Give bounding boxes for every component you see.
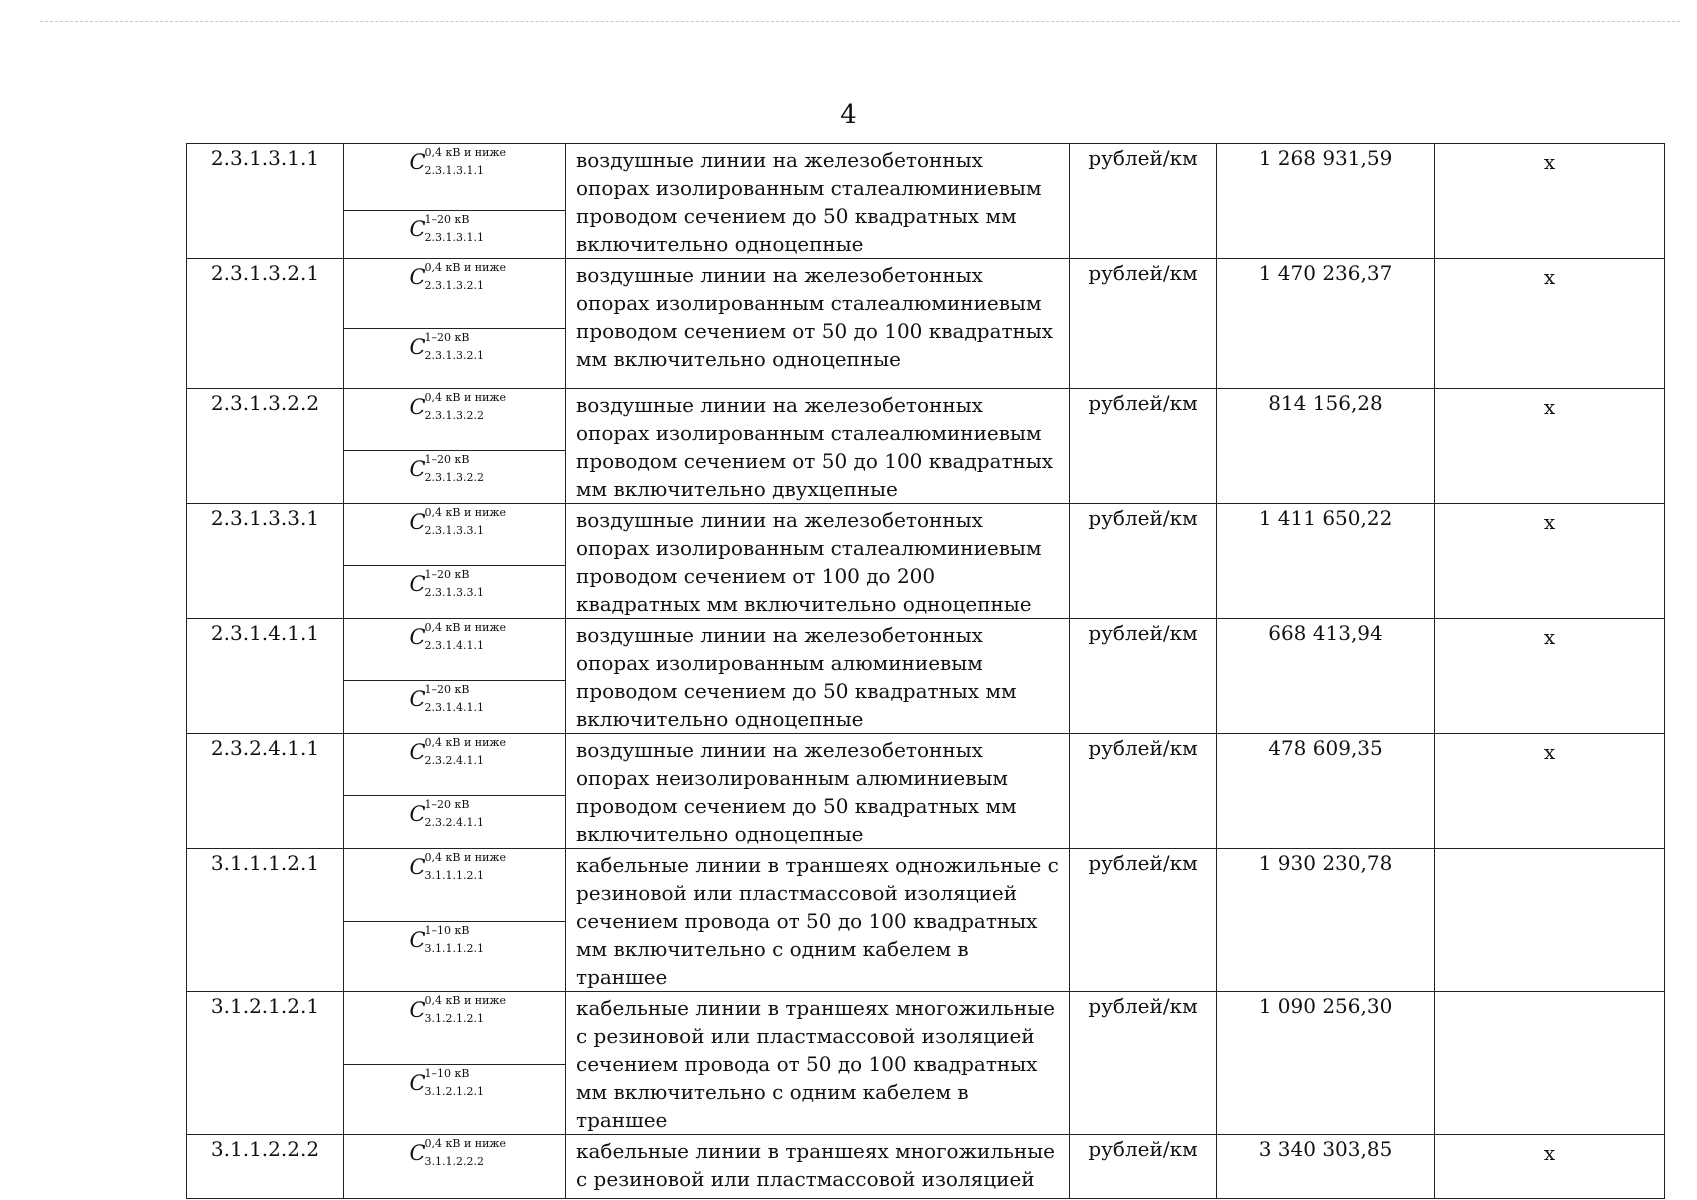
symbol-index: 2.3.1.3.1.1 <box>424 164 484 177</box>
page-number: 4 <box>840 100 857 130</box>
row-mark: x <box>1435 389 1665 504</box>
symbol-letter: C <box>409 571 426 596</box>
row-description: воздушные линии на железобетонных опорах изолированным сталеалюминиевым проводом сечением от 50 до 100 квадратных мм включительно одноцепные <box>566 259 1070 389</box>
symbol-index: 2.3.1.3.2.1 <box>424 279 484 292</box>
row-description: кабельные линии в траншеях многожильные с резиновой или пластмассовой изоляцией сечением провода от 50 до 100 квадратных мм включительно с одним кабелем в траншее <box>566 992 1070 1135</box>
row-unit: рублей/км <box>1070 849 1217 992</box>
row-symbol-mid-voltage <box>344 680 566 733</box>
tariff-symbol <box>409 734 507 767</box>
row-symbol-mid-voltage <box>344 450 566 503</box>
symbol-voltage: 0,4 кВ и ниже <box>424 851 507 864</box>
symbol-letter: C <box>409 216 426 241</box>
row-symbol-mid-voltage <box>344 795 566 848</box>
row-mark <box>1435 992 1665 1135</box>
row-rate: 1 268 931,59 <box>1217 144 1435 259</box>
symbol-index: 2.3.1.3.2.2 <box>424 409 484 422</box>
row-code: 2.3.1.4.1.1 <box>187 619 344 734</box>
row-symbol-mid-voltage <box>344 1064 566 1134</box>
tariff-symbol <box>409 211 500 244</box>
row-unit: рублей/км <box>1070 1135 1217 1199</box>
row-rate: 668 413,94 <box>1217 619 1435 734</box>
symbol-index: 3.1.2.1.2.1 <box>424 1012 484 1025</box>
row-symbol-low-voltage <box>344 992 566 1065</box>
symbol-voltage: 1–20 кВ <box>424 452 470 466</box>
symbol-letter: C <box>409 395 426 419</box>
row-rate: 1 411 650,22 <box>1217 504 1435 619</box>
symbol-index: 2.3.1.3.1.1 <box>424 230 484 244</box>
row-rate: 478 609,35 <box>1217 734 1435 849</box>
tariff-symbol <box>409 922 500 955</box>
tariff-symbol <box>409 566 500 599</box>
row-symbol-mid-voltage <box>344 565 566 618</box>
symbol-voltage: 0,4 кВ и ниже <box>424 146 507 159</box>
row-description: воздушные линии на железобетонных опорах изолированным сталеалюминиевым проводом сечением от 50 до 100 квадратных мм включительно двухцепные <box>566 389 1070 504</box>
tariff-symbol <box>409 1135 507 1168</box>
row-mark: x <box>1435 619 1665 734</box>
symbol-letter: C <box>409 801 426 826</box>
tariff-symbol <box>409 504 507 537</box>
symbol-voltage: 0,4 кВ и ниже <box>424 994 507 1007</box>
symbol-voltage: 0,4 кВ и ниже <box>424 621 507 634</box>
symbol-index: 3.1.2.1.2.1 <box>424 1084 484 1098</box>
tariff-symbol <box>409 259 507 292</box>
row-rate: 1 930 230,78 <box>1217 849 1435 992</box>
symbol-index: 3.1.1.1.2.1 <box>424 941 484 955</box>
tariff-symbol <box>409 992 507 1025</box>
row-symbol-low-voltage <box>344 504 566 566</box>
symbol-voltage: 0,4 кВ и ниже <box>424 391 507 404</box>
symbol-index: 2.3.2.4.1.1 <box>424 754 484 767</box>
row-symbol-low-voltage <box>344 849 566 922</box>
symbol-voltage: 1–20 кВ <box>424 682 470 696</box>
row-description: кабельные линии в траншеях многожильные с резиновой или пластмассовой изоляцией <box>566 1135 1070 1199</box>
tariff-table-body <box>187 144 1665 1199</box>
symbol-index: 2.3.2.4.1.1 <box>424 815 484 829</box>
row-rate: 1 090 256,30 <box>1217 992 1435 1135</box>
row-unit: рублей/км <box>1070 504 1217 619</box>
row-code: 3.1.1.2.2.2 <box>187 1135 344 1199</box>
symbol-voltage: 1–20 кВ <box>424 797 470 811</box>
row-mark: x <box>1435 504 1665 619</box>
tariff-symbol <box>409 1065 500 1098</box>
symbol-letter: C <box>409 1070 426 1095</box>
row-symbol-low-voltage <box>344 1135 566 1199</box>
symbol-index: 2.3.1.4.1.1 <box>424 700 484 714</box>
symbol-index: 3.1.1.1.2.1 <box>424 869 484 882</box>
symbol-voltage: 0,4 кВ и ниже <box>424 1137 507 1150</box>
row-code: 2.3.2.4.1.1 <box>187 734 344 849</box>
symbol-letter: C <box>409 927 426 952</box>
symbol-index: 2.3.1.3.2.1 <box>424 349 484 362</box>
row-rate: 1 470 236,37 <box>1217 259 1435 389</box>
symbol-index: 2.3.1.4.1.1 <box>424 639 484 652</box>
table-row <box>187 504 1665 566</box>
symbol-index: 3.1.1.2.2.2 <box>424 1155 484 1168</box>
tariff-symbol <box>409 329 500 362</box>
symbol-voltage: 1–10 кВ <box>424 923 470 937</box>
table-row <box>187 144 1665 211</box>
tariff-symbol <box>409 619 507 652</box>
row-symbol-low-voltage <box>344 389 566 451</box>
symbol-voltage: 1–20 кВ <box>424 212 470 226</box>
row-unit: рублей/км <box>1070 389 1217 504</box>
symbol-letter: C <box>409 456 426 481</box>
tariff-table <box>186 143 1665 1199</box>
row-code: 3.1.2.1.2.1 <box>187 992 344 1135</box>
row-symbol-mid-voltage <box>344 921 566 991</box>
row-unit: рублей/км <box>1070 734 1217 849</box>
symbol-voltage: 0,4 кВ и ниже <box>424 261 507 274</box>
symbol-index: 2.3.1.3.2.2 <box>424 470 484 484</box>
tariff-symbol <box>409 681 500 714</box>
row-unit: рублей/км <box>1070 619 1217 734</box>
symbol-letter: C <box>409 855 426 879</box>
symbol-letter: C <box>409 510 426 534</box>
row-unit: рублей/км <box>1070 259 1217 389</box>
symbol-voltage: 0,4 кВ и ниже <box>424 736 507 749</box>
symbol-letter: C <box>409 625 426 649</box>
row-symbol-low-voltage <box>344 734 566 796</box>
tariff-symbol <box>409 389 507 422</box>
row-symbol-low-voltage <box>344 619 566 681</box>
row-description: воздушные линии на железобетонных опорах неизолированным алюминиевым проводом сечением до 50 квадратных мм включительно одноцепные <box>566 734 1070 849</box>
top-rule <box>40 21 1680 22</box>
symbol-voltage: 1–20 кВ <box>424 331 470 344</box>
symbol-letter: C <box>409 686 426 711</box>
row-code: 2.3.1.3.3.1 <box>187 504 344 619</box>
table-row <box>187 849 1665 922</box>
symbol-letter: C <box>409 335 426 359</box>
symbol-index: 2.3.1.3.3.1 <box>424 524 484 537</box>
row-mark <box>1435 849 1665 992</box>
table-row <box>187 1135 1665 1199</box>
row-unit: рублей/км <box>1070 992 1217 1135</box>
tariff-symbol <box>409 849 507 882</box>
row-description: воздушные линии на железобетонных опорах изолированным сталеалюминиевым проводом сечением от 100 до 200 квадратных мм включительно одноцепные <box>566 504 1070 619</box>
row-symbol-mid-voltage <box>344 210 566 258</box>
symbol-voltage: 1–20 кВ <box>424 567 470 581</box>
row-mark: x <box>1435 734 1665 849</box>
row-code: 2.3.1.3.2.1 <box>187 259 344 389</box>
table-row <box>187 259 1665 329</box>
row-rate: 3 340 303,85 <box>1217 1135 1435 1199</box>
row-description: кабельные линии в траншеях одножильные с резиновой или пластмассовой изоляцией сечением провода от 50 до 100 квадратных мм включительно с одним кабелем в траншее <box>566 849 1070 992</box>
tariff-symbol <box>409 796 500 829</box>
tariff-symbol <box>409 451 500 484</box>
symbol-letter: C <box>409 150 426 174</box>
row-description: воздушные линии на железобетонных опорах изолированным алюминиевым проводом сечением до 50 квадратных мм включительно одноцепные <box>566 619 1070 734</box>
symbol-voltage: 1–10 кВ <box>424 1066 470 1080</box>
symbol-index: 2.3.1.3.3.1 <box>424 585 484 599</box>
row-symbol-mid-voltage <box>344 329 566 389</box>
row-symbol-low-voltage <box>344 144 566 211</box>
symbol-letter: C <box>409 998 426 1022</box>
symbol-letter: C <box>409 265 426 289</box>
row-code: 2.3.1.3.2.2 <box>187 389 344 504</box>
row-mark: x <box>1435 144 1665 259</box>
table-row <box>187 619 1665 681</box>
row-description: воздушные линии на железобетонных опорах изолированным сталеалюминиевым проводом сечением до 50 квадратных мм включительно одноцепные <box>566 144 1070 259</box>
row-symbol-low-voltage <box>344 259 566 329</box>
row-code: 3.1.1.1.2.1 <box>187 849 344 992</box>
row-mark: x <box>1435 1135 1665 1199</box>
tariff-symbol <box>409 144 507 177</box>
row-mark: x <box>1435 259 1665 389</box>
symbol-voltage: 0,4 кВ и ниже <box>424 506 507 519</box>
row-unit: рублей/км <box>1070 144 1217 259</box>
table-row <box>187 389 1665 451</box>
row-code: 2.3.1.3.1.1 <box>187 144 344 259</box>
row-rate: 814 156,28 <box>1217 389 1435 504</box>
table-row <box>187 992 1665 1065</box>
table-row <box>187 734 1665 796</box>
symbol-letter: C <box>409 740 426 764</box>
symbol-letter: C <box>409 1141 426 1165</box>
